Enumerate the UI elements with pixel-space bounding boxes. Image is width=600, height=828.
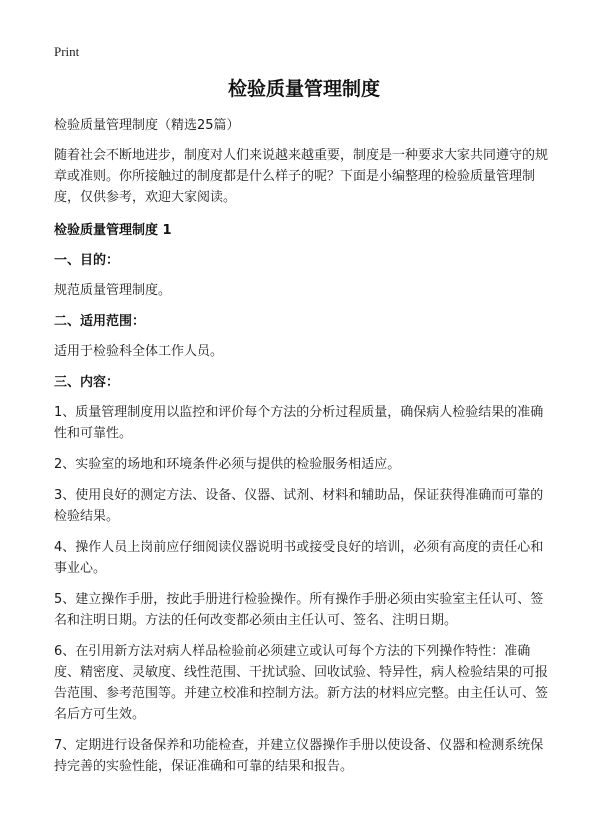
document-subtitle: 检验质量管理制度（精选25篇） bbox=[54, 118, 240, 133]
scope-text: 适用于检验科全体工作人员。 bbox=[54, 344, 224, 359]
content-item-6: 6、在引用新方法对病人样品检验前必须建立或认可每个方法的下列操作特性：准确度、精密度、灵敏度、线性范围、干扰试验、回收试验、特异性，病人检验结果的可报告范围、参考范围等。并建立校准和控制方法。新方法的材料应完整。由主任认可、签名后方可生效。 bbox=[54, 644, 549, 722]
content-item-2: 2、实验室的场地和环境条件必须与提供的检验服务相适应。 bbox=[54, 457, 401, 472]
intro-paragraph: 随着社会不断地进步，制度对人们来说越来越重要，制度是一种要求大家共同遵守的规章或准则。你所接触过的制度都是什么样子的呢？下面是小编整理的检验质量管理制度，仅供参考，欢迎大家阅读。 bbox=[54, 148, 549, 205]
content-item-1: 1、质量管理制度用以监控和评价每个方法的分析过程质量，确保病人检验结果的准确性和可靠性。 bbox=[54, 405, 544, 441]
content-item-4: 4、操作人员上岗前应仔细阅读仪器说明书或接受良好的培训，必须有高度的责任心和事业心。 bbox=[54, 540, 544, 576]
content-item-7: 7、定期进行设备保养和功能检查，并建立仪器操作手册以使设备、仪器和检测系统保持完善的实验性能，保证准确和可靠的结果和报告。 bbox=[54, 738, 544, 774]
content-heading: 三、内容： bbox=[54, 375, 120, 390]
content-item-5: 5、建立操作手册，按此手册进行检验操作。所有操作手册必须由实验室主任认可、签名和注明日期。方法的任何改变都必须由主任认可、签名、注明日期。 bbox=[54, 592, 544, 628]
content-item-3: 3、使用良好的测定方法、设备、仪器、试剂、材料和辅助品，保证获得准确而可靠的检验结果。 bbox=[54, 488, 544, 524]
scope-heading: 二、适用范围： bbox=[54, 314, 146, 329]
document-title: 检验质量管理制度 bbox=[227, 78, 380, 100]
purpose-heading: 一、目的： bbox=[54, 253, 120, 268]
purpose-text: 规范质量管理制度。 bbox=[54, 283, 172, 298]
section-heading: 检验质量管理制度 1 bbox=[54, 223, 172, 238]
print-label: Print bbox=[54, 44, 80, 59]
